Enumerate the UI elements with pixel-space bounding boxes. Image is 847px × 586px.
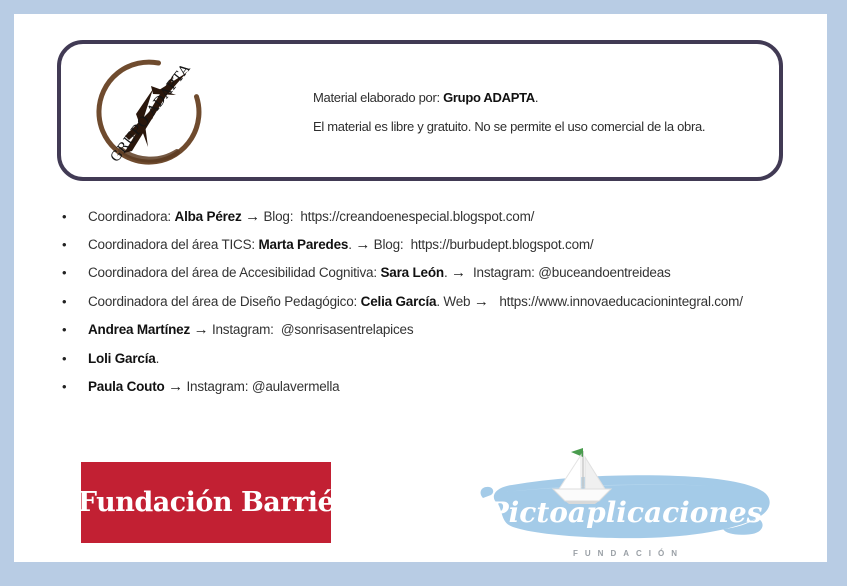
pictoaplicaciones-sublabel: FUNDACIÓN <box>573 549 684 558</box>
attribution-line1-prefix: Material elaborado por: <box>313 90 444 105</box>
bullet-icon: • <box>62 265 67 281</box>
attribution-box <box>57 40 783 181</box>
fundacion-barrie-label: Fundación Barrié <box>77 487 335 518</box>
bullet-icon: • <box>62 237 67 253</box>
link-text[interactable]: https://www.innovaeducacionintegral.com/ <box>499 293 743 309</box>
arrow-icon: → <box>473 292 489 310</box>
credit-text: Coordinadora del área de Accesibilidad Cognitiva: Sara León. → Instagram: @buceandoentreideas <box>88 264 671 282</box>
grupo-adapta-logo <box>91 54 207 170</box>
link-text[interactable]: https://creandoenespecial.blogspot.com/ <box>300 208 535 224</box>
credit-text: Coordinadora del área TICS: Marta Paredes. → Blog: https://burbudept.blogspot.com/ <box>88 236 594 254</box>
attribution-line1-suffix: . <box>534 90 539 105</box>
link-text[interactable]: https://burbudept.blogspot.com/ <box>410 237 594 253</box>
bullet-icon: • <box>62 350 67 366</box>
logo-wordmark: GRUPO ADAPTA <box>107 60 194 166</box>
credit-list-item <box>62 287 743 315</box>
attribution-group-name: Grupo ADAPTA <box>443 90 535 105</box>
arrow-icon: → <box>245 207 260 225</box>
credit-text: Paula Couto → Instagram: @aulavermella <box>88 378 340 396</box>
pictoaplicaciones-logo <box>476 442 774 570</box>
attribution-line2: El material es libre y gratuito. No se permite el uso comercial de la obra. <box>313 119 706 134</box>
bullet-icon: • <box>62 208 67 224</box>
arrow-icon: → <box>451 264 466 282</box>
credit-list-item <box>62 316 743 344</box>
arrow-icon: → <box>168 378 183 396</box>
arrow-icon: → <box>355 236 371 254</box>
bullet-icon: • <box>62 379 67 395</box>
link-text[interactable]: @aulavermella <box>251 379 340 395</box>
pictoaplicaciones-wordmark: Pictoaplicaciones <box>487 496 763 529</box>
page <box>14 14 827 562</box>
fundacion-barrie-logo <box>77 462 335 543</box>
credit-text: Loli García. <box>88 350 160 366</box>
link-text[interactable]: @buceandoentreideas <box>538 265 671 281</box>
attribution-line1 <box>313 83 705 112</box>
credit-list-item <box>62 259 743 287</box>
bullet-icon: • <box>62 293 67 309</box>
credit-text: Coordinadora: Alba Pérez → Blog: https://creandoenespecial.blogspot.com/ <box>88 207 535 225</box>
credit-list-item <box>62 230 743 258</box>
credit-list-item <box>62 202 743 230</box>
credit-list-item <box>62 344 743 372</box>
bullet-icon: • <box>62 322 67 338</box>
credit-text: Andrea Martínez → Instagram: @sonrisasentrelapices <box>88 321 414 339</box>
credit-text: Coordinadora del área de Diseño Pedagógico: Celia García. Web → https://www.innovaeducacionintegral.com/ <box>88 292 743 310</box>
arrow-icon: → <box>193 321 209 339</box>
attribution-text <box>313 83 705 141</box>
link-text[interactable]: @sonrisasentrelapices <box>280 322 414 338</box>
credit-list-item <box>62 372 743 400</box>
credits-list <box>62 202 743 401</box>
